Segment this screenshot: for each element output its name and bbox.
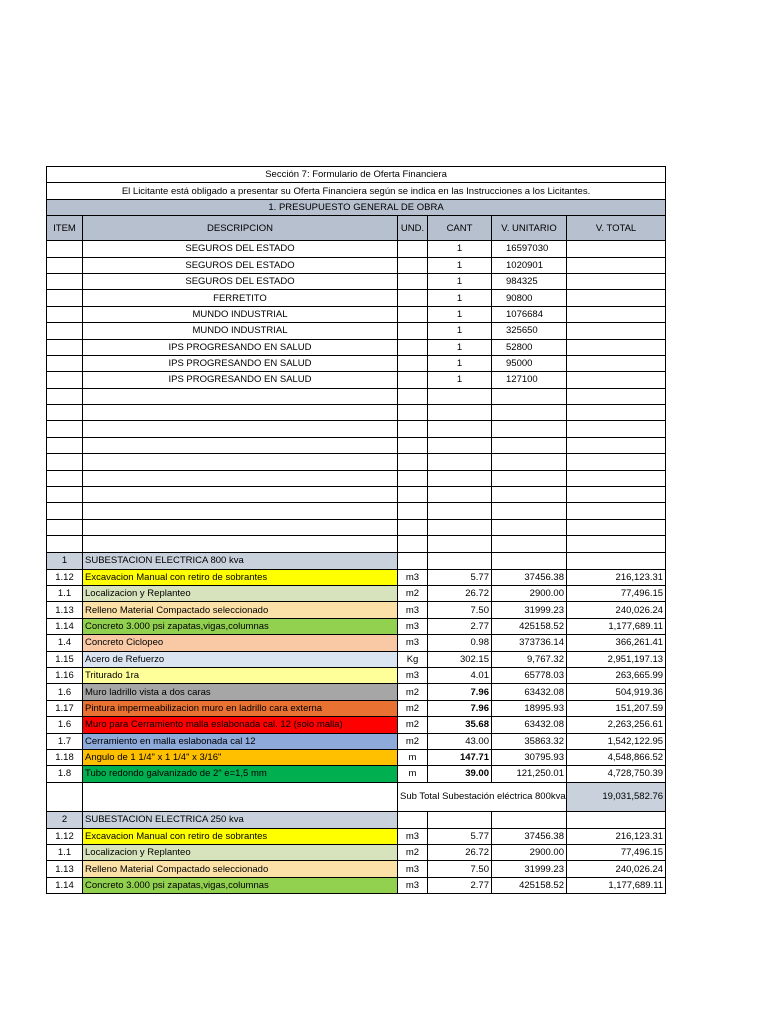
line-item-cant: 0.98 bbox=[428, 635, 492, 651]
blank-cell bbox=[428, 437, 492, 453]
blank-cell bbox=[83, 470, 398, 486]
cant-cell: 1 bbox=[428, 257, 492, 273]
line-item-row bbox=[47, 877, 666, 893]
item-cell bbox=[47, 241, 83, 257]
empty-cell bbox=[47, 782, 83, 811]
blank-cell bbox=[47, 487, 83, 503]
line-item-unitario: 425158.52 bbox=[492, 618, 567, 634]
item-cell bbox=[47, 339, 83, 355]
line-item-und: m2 bbox=[398, 733, 428, 749]
descripcion-cell: MUNDO INDUSTRIAL bbox=[83, 323, 398, 339]
blank-cell bbox=[567, 536, 666, 552]
unitario-cell: 325650 bbox=[492, 323, 567, 339]
line-item-row bbox=[47, 845, 666, 861]
line-item-descripcion: Concreto 3.000 psi zapatas,vigas,columnas bbox=[83, 618, 398, 634]
blank-cell bbox=[398, 470, 428, 486]
descripcion-cell: IPS PROGRESANDO EN SALUD bbox=[83, 372, 398, 388]
line-item-unitario: 35863.32 bbox=[492, 733, 567, 749]
blank-cell bbox=[428, 388, 492, 404]
line-item-code: 1.12 bbox=[47, 569, 83, 585]
line-item-total: 77,496.15 bbox=[567, 585, 666, 601]
blank-cell bbox=[83, 388, 398, 404]
blank-row bbox=[47, 536, 666, 552]
empty-cell bbox=[567, 811, 666, 828]
line-item-descripcion: Triturado 1ra bbox=[83, 667, 398, 683]
blank-cell bbox=[492, 388, 567, 404]
total-cell bbox=[567, 306, 666, 322]
budget-table-body bbox=[47, 167, 666, 894]
total-cell bbox=[567, 323, 666, 339]
line-item-row bbox=[47, 618, 666, 634]
line-item-descripcion: Excavacion Manual con retiro de sobrantes bbox=[83, 569, 398, 585]
blank-cell bbox=[398, 503, 428, 519]
line-item-code: 1.16 bbox=[47, 667, 83, 683]
line-item-unitario: 65778.03 bbox=[492, 667, 567, 683]
blank-cell bbox=[83, 454, 398, 470]
line-item-unitario: 373736.14 bbox=[492, 635, 567, 651]
line-item-row bbox=[47, 635, 666, 651]
section-title: SUBESTACION ELECTRICA 250 kva bbox=[83, 811, 398, 828]
line-item-und: m3 bbox=[398, 569, 428, 585]
line-item-unitario: 31999.23 bbox=[492, 602, 567, 618]
blank-cell bbox=[492, 470, 567, 486]
line-item-total: 77,496.15 bbox=[567, 845, 666, 861]
col-header-descripcion: DESCRIPCION bbox=[83, 216, 398, 241]
blank-cell bbox=[428, 536, 492, 552]
und-cell bbox=[398, 355, 428, 371]
line-item-unitario: 121,250.01 bbox=[492, 766, 567, 782]
blank-cell bbox=[398, 405, 428, 421]
line-item-und: m3 bbox=[398, 861, 428, 877]
line-item-code: 1.8 bbox=[47, 766, 83, 782]
unitario-cell: 1020901 bbox=[492, 257, 567, 273]
blank-row bbox=[47, 421, 666, 437]
empty-cell bbox=[567, 552, 666, 569]
line-item-unitario: 31999.23 bbox=[492, 861, 567, 877]
blank-cell bbox=[428, 405, 492, 421]
descripcion-cell: FERRETITO bbox=[83, 290, 398, 306]
line-item-descripcion: Excavacion Manual con retiro de sobrantes bbox=[83, 828, 398, 844]
blank-cell bbox=[567, 470, 666, 486]
cant-cell: 1 bbox=[428, 339, 492, 355]
line-item-cant: 26.72 bbox=[428, 845, 492, 861]
line-item-unitario: 30795.93 bbox=[492, 749, 567, 765]
blank-cell bbox=[398, 421, 428, 437]
descripcion-cell: SEGUROS DEL ESTADO bbox=[83, 257, 398, 273]
line-item-total: 4,548,866.52 bbox=[567, 749, 666, 765]
empty-cell bbox=[83, 782, 398, 811]
blank-cell bbox=[83, 519, 398, 535]
line-item-cant: 2.77 bbox=[428, 618, 492, 634]
line-item-row bbox=[47, 569, 666, 585]
supplier-row bbox=[47, 355, 666, 371]
line-item-total: 1,542,122.95 bbox=[567, 733, 666, 749]
und-cell bbox=[398, 257, 428, 273]
form-instruction: El Licitante está obligado a presentar su Oferta Financiera según se indica en las Instrucciones a los Licitantes. bbox=[47, 183, 666, 199]
subtotal-row bbox=[47, 782, 666, 811]
line-item-row bbox=[47, 651, 666, 667]
line-item-cant: 39.00 bbox=[428, 766, 492, 782]
descripcion-cell: IPS PROGRESANDO EN SALUD bbox=[83, 339, 398, 355]
blank-cell bbox=[428, 421, 492, 437]
line-item-unitario: 2900.00 bbox=[492, 585, 567, 601]
blank-cell bbox=[83, 405, 398, 421]
descripcion-cell: SEGUROS DEL ESTADO bbox=[83, 273, 398, 289]
descripcion-cell: MUNDO INDUSTRIAL bbox=[83, 306, 398, 322]
col-header-cant: CANT bbox=[428, 216, 492, 241]
line-item-row bbox=[47, 602, 666, 618]
item-cell bbox=[47, 290, 83, 306]
total-cell bbox=[567, 355, 666, 371]
blank-cell bbox=[567, 503, 666, 519]
unitario-cell: 16597030 bbox=[492, 241, 567, 257]
line-item-code: 1.13 bbox=[47, 861, 83, 877]
descripcion-cell: IPS PROGRESANDO EN SALUD bbox=[83, 355, 398, 371]
blank-cell bbox=[83, 536, 398, 552]
item-cell bbox=[47, 273, 83, 289]
item-cell bbox=[47, 323, 83, 339]
blank-cell bbox=[492, 503, 567, 519]
line-item-und: m bbox=[398, 749, 428, 765]
line-item-cant: 7.50 bbox=[428, 861, 492, 877]
cant-cell: 1 bbox=[428, 290, 492, 306]
line-item-und: m3 bbox=[398, 602, 428, 618]
line-item-descripcion: Acero de Refuerzo bbox=[83, 651, 398, 667]
line-item-descripcion: Muro para Cerramiento malla eslabonada cal. 12 (solo malla) bbox=[83, 717, 398, 733]
supplier-row bbox=[47, 257, 666, 273]
blank-row bbox=[47, 487, 666, 503]
blank-cell bbox=[428, 470, 492, 486]
line-item-und: m2 bbox=[398, 717, 428, 733]
blank-cell bbox=[47, 437, 83, 453]
line-item-row bbox=[47, 684, 666, 700]
line-item-cant: 7.96 bbox=[428, 684, 492, 700]
blank-cell bbox=[398, 487, 428, 503]
col-header-v-unitario: V. UNITARIO bbox=[492, 216, 567, 241]
line-item-unitario: 63432.08 bbox=[492, 717, 567, 733]
blank-cell bbox=[492, 454, 567, 470]
line-item-und: m3 bbox=[398, 667, 428, 683]
line-item-code: 1.1 bbox=[47, 845, 83, 861]
supplier-row bbox=[47, 290, 666, 306]
line-item-code: 1.6 bbox=[47, 684, 83, 700]
instruction-row bbox=[47, 183, 666, 199]
col-header-und: UND. bbox=[398, 216, 428, 241]
line-item-und: m3 bbox=[398, 877, 428, 893]
title-row bbox=[47, 167, 666, 183]
und-cell bbox=[398, 241, 428, 257]
und-cell bbox=[398, 306, 428, 322]
line-item-und: m bbox=[398, 766, 428, 782]
supplier-row bbox=[47, 306, 666, 322]
blank-cell bbox=[567, 519, 666, 535]
line-item-total: 240,026.24 bbox=[567, 861, 666, 877]
line-item-und: m2 bbox=[398, 845, 428, 861]
line-item-total: 4,728,750.39 bbox=[567, 766, 666, 782]
line-item-code: 1.6 bbox=[47, 717, 83, 733]
line-item-row bbox=[47, 828, 666, 844]
supplier-row bbox=[47, 241, 666, 257]
column-header-row bbox=[47, 216, 666, 241]
line-item-unitario: 63432.08 bbox=[492, 684, 567, 700]
line-item-descripcion: Localizacion y Replanteo bbox=[83, 585, 398, 601]
blank-cell bbox=[567, 405, 666, 421]
line-item-row bbox=[47, 585, 666, 601]
line-item-descripcion: Tubo redondo galvanizado de 2" e=1,5 mm bbox=[83, 766, 398, 782]
blank-cell bbox=[398, 536, 428, 552]
blank-cell bbox=[83, 487, 398, 503]
blank-row bbox=[47, 388, 666, 404]
blank-cell bbox=[398, 437, 428, 453]
blank-cell bbox=[398, 388, 428, 404]
line-item-code: 1.13 bbox=[47, 602, 83, 618]
form-title: Sección 7: Formulario de Oferta Financiera bbox=[47, 167, 666, 183]
blank-cell bbox=[428, 519, 492, 535]
total-cell bbox=[567, 339, 666, 355]
empty-cell bbox=[492, 811, 567, 828]
section-heading: 1. PRESUPUESTO GENERAL DE OBRA bbox=[47, 199, 666, 215]
item-cell bbox=[47, 306, 83, 322]
blank-cell bbox=[567, 487, 666, 503]
blank-cell bbox=[492, 487, 567, 503]
line-item-total: 216,123.31 bbox=[567, 828, 666, 844]
blank-cell bbox=[47, 470, 83, 486]
line-item-code: 1.12 bbox=[47, 828, 83, 844]
line-item-cant: 5.77 bbox=[428, 569, 492, 585]
line-item-total: 1,177,689.11 bbox=[567, 618, 666, 634]
total-cell bbox=[567, 241, 666, 257]
line-item-und: m2 bbox=[398, 700, 428, 716]
line-item-row bbox=[47, 667, 666, 683]
cant-cell: 1 bbox=[428, 323, 492, 339]
line-item-cant: 7.96 bbox=[428, 700, 492, 716]
line-item-unitario: 9,767.32 bbox=[492, 651, 567, 667]
line-item-row bbox=[47, 766, 666, 782]
line-item-cant: 147.71 bbox=[428, 749, 492, 765]
supplier-row bbox=[47, 323, 666, 339]
item-cell bbox=[47, 257, 83, 273]
unitario-cell: 95000 bbox=[492, 355, 567, 371]
line-item-und: m3 bbox=[398, 828, 428, 844]
empty-cell bbox=[428, 811, 492, 828]
line-item-code: 1.7 bbox=[47, 733, 83, 749]
blank-cell bbox=[492, 437, 567, 453]
section-number: 2 bbox=[47, 811, 83, 828]
line-item-code: 1.1 bbox=[47, 585, 83, 601]
blank-cell bbox=[83, 437, 398, 453]
blank-cell bbox=[47, 405, 83, 421]
line-item-und: m3 bbox=[398, 635, 428, 651]
total-cell bbox=[567, 257, 666, 273]
empty-cell bbox=[398, 552, 428, 569]
blank-cell bbox=[492, 536, 567, 552]
blank-cell bbox=[398, 454, 428, 470]
line-item-row bbox=[47, 733, 666, 749]
line-item-total: 504,919.36 bbox=[567, 684, 666, 700]
und-cell bbox=[398, 290, 428, 306]
blank-row bbox=[47, 405, 666, 421]
line-item-row bbox=[47, 861, 666, 877]
line-item-row bbox=[47, 749, 666, 765]
line-item-code: 1.14 bbox=[47, 877, 83, 893]
item-cell bbox=[47, 372, 83, 388]
line-item-descripcion: Relleno Material Compactado seleccionado bbox=[83, 602, 398, 618]
line-item-und: m2 bbox=[398, 684, 428, 700]
line-item-code: 1.18 bbox=[47, 749, 83, 765]
blank-cell bbox=[83, 503, 398, 519]
line-item-total: 240,026.24 bbox=[567, 602, 666, 618]
line-item-cant: 35.68 bbox=[428, 717, 492, 733]
blank-cell bbox=[492, 519, 567, 535]
total-cell bbox=[567, 290, 666, 306]
descripcion-cell: SEGUROS DEL ESTADO bbox=[83, 241, 398, 257]
blank-cell bbox=[428, 503, 492, 519]
item-cell bbox=[47, 355, 83, 371]
blank-cell bbox=[492, 421, 567, 437]
empty-cell bbox=[398, 811, 428, 828]
line-item-total: 216,123.31 bbox=[567, 569, 666, 585]
total-cell bbox=[567, 372, 666, 388]
cant-cell: 1 bbox=[428, 273, 492, 289]
line-item-total: 2,951,197.13 bbox=[567, 651, 666, 667]
line-item-descripcion: Pintura impermeabilizacion muro en ladrillo cara externa bbox=[83, 700, 398, 716]
supplier-row bbox=[47, 372, 666, 388]
blank-cell bbox=[567, 437, 666, 453]
line-item-total: 366,261.41 bbox=[567, 635, 666, 651]
unitario-cell: 90800 bbox=[492, 290, 567, 306]
line-item-code: 1.15 bbox=[47, 651, 83, 667]
line-item-total: 1,177,689.11 bbox=[567, 877, 666, 893]
line-item-code: 1.17 bbox=[47, 700, 83, 716]
empty-cell bbox=[492, 552, 567, 569]
line-item-und: m2 bbox=[398, 585, 428, 601]
line-item-cant: 26.72 bbox=[428, 585, 492, 601]
line-item-total: 2,263,256.61 bbox=[567, 717, 666, 733]
line-item-descripcion: Concreto 3.000 psi zapatas,vigas,columnas bbox=[83, 877, 398, 893]
blank-cell bbox=[398, 519, 428, 535]
blank-row bbox=[47, 437, 666, 453]
line-item-descripcion: Concreto Ciclopeo bbox=[83, 635, 398, 651]
col-header-item: ITEM bbox=[47, 216, 83, 241]
unitario-cell: 52800 bbox=[492, 339, 567, 355]
line-item-cant: 2.77 bbox=[428, 877, 492, 893]
cant-cell: 1 bbox=[428, 355, 492, 371]
blank-cell bbox=[47, 503, 83, 519]
section-header-row bbox=[47, 811, 666, 828]
und-cell bbox=[398, 273, 428, 289]
budget-table bbox=[46, 166, 666, 894]
blank-cell bbox=[47, 421, 83, 437]
line-item-cant: 4.01 bbox=[428, 667, 492, 683]
line-item-unitario: 425158.52 bbox=[492, 877, 567, 893]
cant-cell: 1 bbox=[428, 241, 492, 257]
line-item-und: Kg bbox=[398, 651, 428, 667]
line-item-code: 1.14 bbox=[47, 618, 83, 634]
und-cell bbox=[398, 339, 428, 355]
blank-cell bbox=[47, 388, 83, 404]
total-cell bbox=[567, 273, 666, 289]
blank-row bbox=[47, 470, 666, 486]
section-number: 1 bbox=[47, 552, 83, 569]
cant-cell: 1 bbox=[428, 372, 492, 388]
line-item-descripcion: Localizacion y Replanteo bbox=[83, 845, 398, 861]
blank-cell bbox=[567, 454, 666, 470]
blank-cell bbox=[567, 421, 666, 437]
supplier-row bbox=[47, 273, 666, 289]
line-item-total: 263,665.99 bbox=[567, 667, 666, 683]
section-title: SUBESTACION ELECTRICA 800 kva bbox=[83, 552, 398, 569]
line-item-cant: 43.00 bbox=[428, 733, 492, 749]
blank-cell bbox=[428, 454, 492, 470]
subtotal-label: Sub Total Subestación eléctrica 800kva bbox=[398, 782, 567, 811]
line-item-code: 1.4 bbox=[47, 635, 83, 651]
cant-cell: 1 bbox=[428, 306, 492, 322]
blank-cell bbox=[492, 405, 567, 421]
line-item-unitario: 2900.00 bbox=[492, 845, 567, 861]
line-item-cant: 5.77 bbox=[428, 828, 492, 844]
line-item-row bbox=[47, 700, 666, 716]
blank-cell bbox=[567, 388, 666, 404]
line-item-descripcion: Cerramiento en malla eslabonada cal 12 bbox=[83, 733, 398, 749]
empty-cell bbox=[428, 552, 492, 569]
line-item-cant: 7.50 bbox=[428, 602, 492, 618]
section-band-row bbox=[47, 199, 666, 215]
blank-row bbox=[47, 519, 666, 535]
blank-cell bbox=[47, 519, 83, 535]
line-item-und: m3 bbox=[398, 618, 428, 634]
unitario-cell: 1076684 bbox=[492, 306, 567, 322]
line-item-descripcion: Relleno Material Compactado seleccionado bbox=[83, 861, 398, 877]
blank-cell bbox=[83, 421, 398, 437]
und-cell bbox=[398, 372, 428, 388]
line-item-row bbox=[47, 717, 666, 733]
subtotal-value: 19,031,582.76 bbox=[567, 782, 666, 811]
line-item-unitario: 18995.93 bbox=[492, 700, 567, 716]
blank-cell bbox=[47, 536, 83, 552]
unitario-cell: 984325 bbox=[492, 273, 567, 289]
blank-row bbox=[47, 454, 666, 470]
line-item-unitario: 37456.38 bbox=[492, 569, 567, 585]
line-item-unitario: 37456.38 bbox=[492, 828, 567, 844]
blank-row bbox=[47, 503, 666, 519]
blank-cell bbox=[47, 454, 83, 470]
supplier-row bbox=[47, 339, 666, 355]
unitario-cell: 127100 bbox=[492, 372, 567, 388]
line-item-total: 151,207.59 bbox=[567, 700, 666, 716]
line-item-descripcion: Angulo de 1 1/4" x 1 1/4" x 3/16" bbox=[83, 749, 398, 765]
line-item-cant: 302.15 bbox=[428, 651, 492, 667]
section-header-row bbox=[47, 552, 666, 569]
blank-cell bbox=[428, 487, 492, 503]
line-item-descripcion: Muro ladrillo vista a dos caras bbox=[83, 684, 398, 700]
und-cell bbox=[398, 323, 428, 339]
col-header-v-total: V. TOTAL bbox=[567, 216, 666, 241]
